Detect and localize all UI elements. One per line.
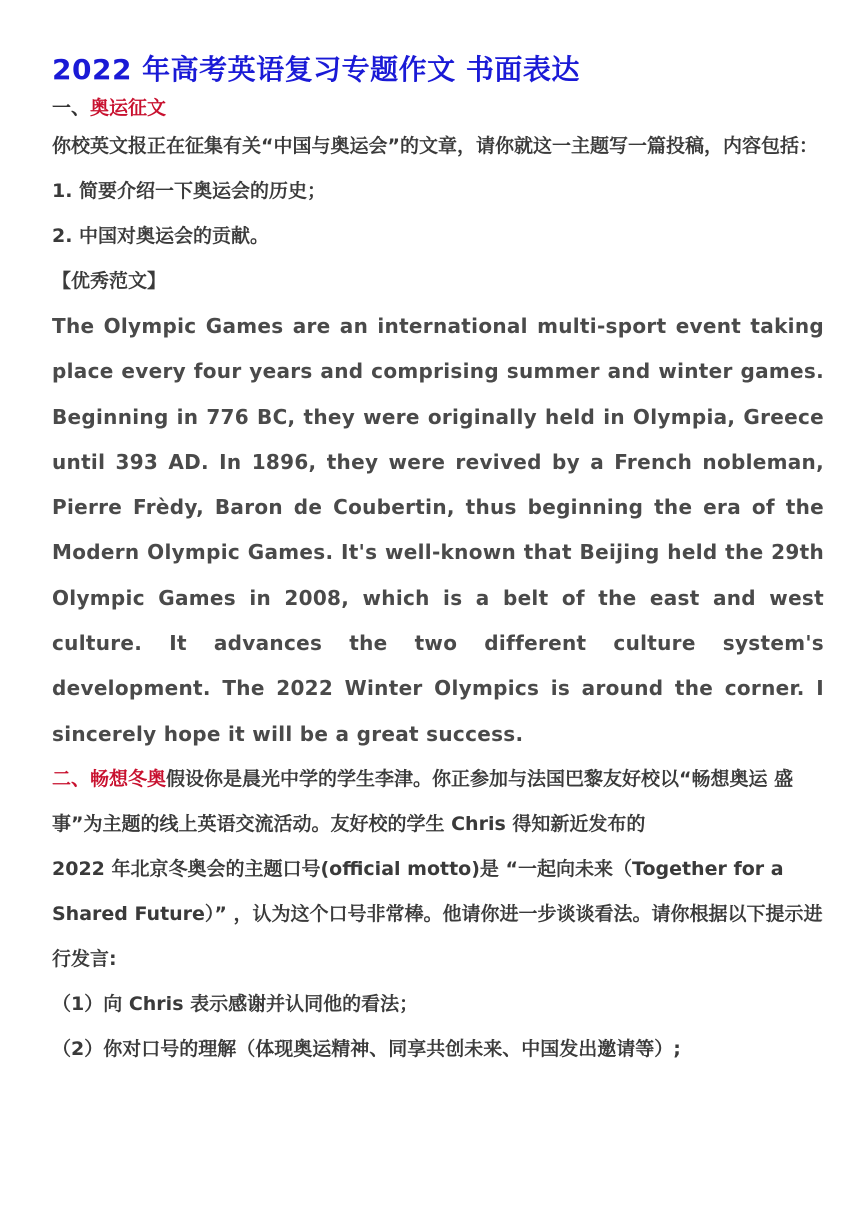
section2-item1: （1）向 Chris 表示感谢并认同他的看法； <box>52 992 419 1015</box>
section1-prompt: 你校英文报正在征集有关“中国与奥运会”的文章，请你就这一主题写一篇投稿，内容包括： <box>52 135 818 157</box>
document-title: 2022 年高考英语复习专题作文 书面表达 <box>52 53 580 86</box>
section1-item2: 2. 中国对奥运会的贡献。 <box>52 225 270 247</box>
section2-para2: 2022 年北京冬奥会的主题口号(official motto)是 “一起向未来（Together for a Shared Future）” ，认为这个口号非常棒。他请你进一步谈谈看法。请你根据以下提示进行发言: <box>52 857 823 970</box>
section2-paragraph <box>52 757 824 847</box>
section2-heading: 二、畅想冬奥 <box>52 767 167 790</box>
section1-item1: 1. 简要介绍一下奥运会的历史； <box>52 180 327 202</box>
model-essay-text: The Olympic Games are an international multi-sport event taking place every four years and comprising summer and winter games. Beginning in 776 BC, they were originally held in Olympia, Greece until 393 AD. In 1896, they were revived by a French nobleman, Pierre Frèdy, Baron de Coubertin, thus beginning the era of the Modern Olympic Games. It's well-known that Beijing held the 29th Olympic Games in 2008, which is a belt of the east and west culture. It advances the two different culture system's development. The 2022 Winter Olympics is around the corner. I sincerely hope it will be a great success. <box>52 314 824 746</box>
model-essay-label: 【优秀范文】 <box>52 270 167 292</box>
section2-item2: （2）你对口号的理解（体现奥运精神、同享共创未来、中国发出邀请等）; <box>52 1037 681 1060</box>
section1-number: 一、 <box>52 97 91 119</box>
document-page <box>52 46 824 1072</box>
section1-heading <box>52 94 824 122</box>
section1-title: 奥运征文 <box>90 97 167 119</box>
section2-intro: 假设你是晨光中学的学生李津。你正参加与法国巴黎友好校以“畅想奥运 盛事”为主题的线上英语交流活动。友好校的学生 Chris 得知新近发布的 <box>52 767 794 835</box>
